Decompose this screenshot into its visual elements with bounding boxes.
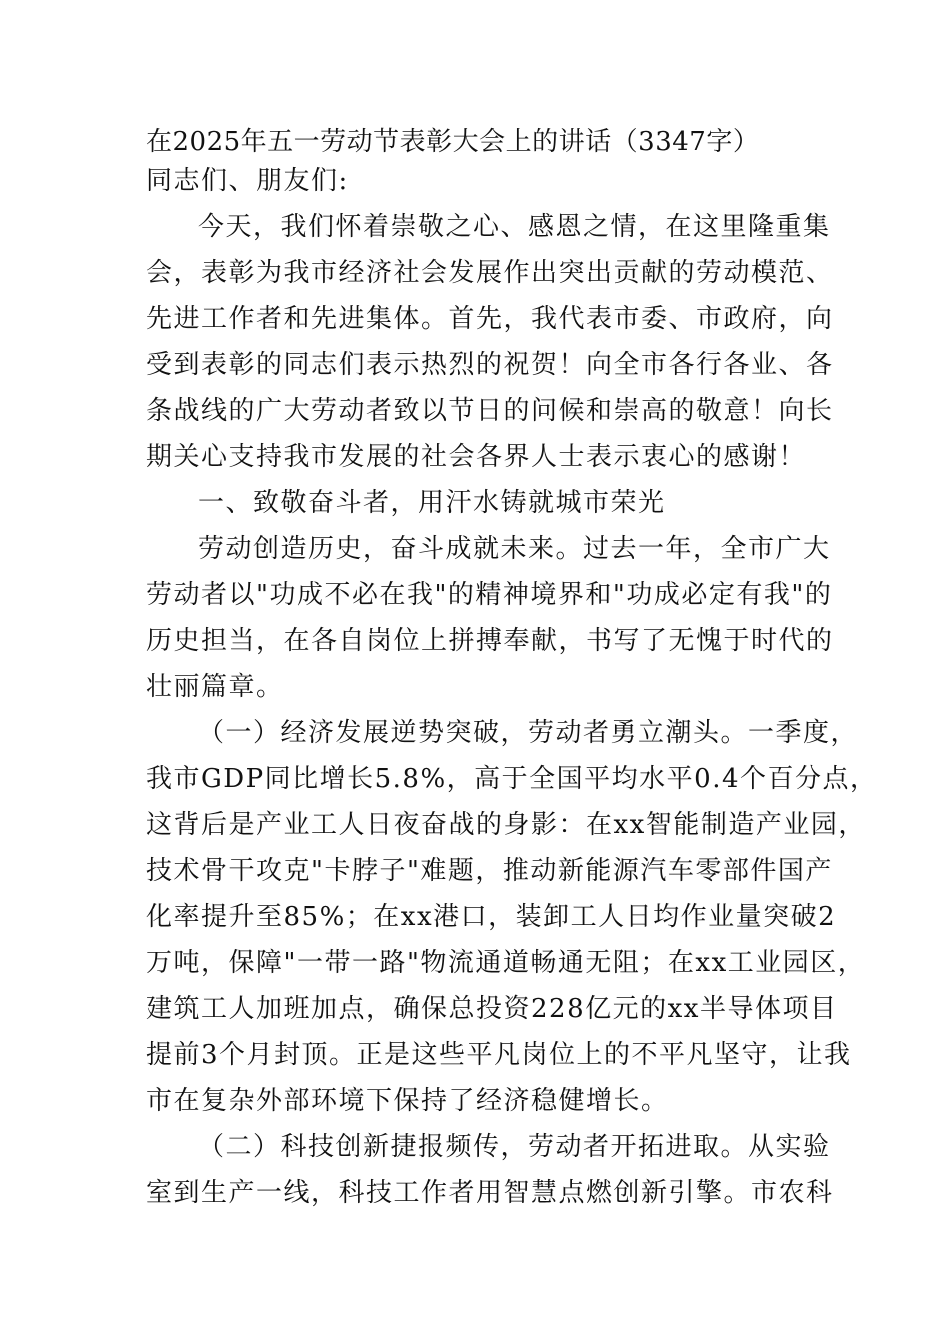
paragraph-line: 历史担当，在各自岗位上拼搏奉献，书写了无愧于时代的 [146, 626, 834, 656]
paragraph-line: 一、致敬奋斗者，用汗水铸就城市荣光 [198, 488, 666, 518]
paragraph-line: 万吨，保障"一带一路"物流通道畅通无阻；在xx工业园区， [146, 948, 866, 978]
document-body [146, 158, 878, 1216]
salutation: 同志们、朋友们: [146, 166, 349, 196]
paragraph-line: 会，表彰为我市经济社会发展作出突出贡献的劳动模范、 [146, 258, 834, 288]
paragraph-line: 我市GDP同比增长5.8%，高于全国平均水平0.4个百分点， [146, 764, 878, 794]
paragraph-line: 劳动创造历史，奋斗成就未来。过去一年，全市广大 [198, 534, 831, 564]
paragraph-line: 技术骨干攻克"卡脖子"难题，推动新能源汽车零部件国产 [146, 856, 833, 886]
paragraph-line: 期关心支持我市发展的社会各界人士表示衷心的感谢！ [146, 442, 807, 472]
paragraph-line: 壮丽篇章。 [146, 672, 284, 702]
paragraph-line: 今天，我们怀着崇敬之心、感恩之情，在这里隆重集 [198, 212, 831, 242]
paragraph-line: 化率提升至85%；在xx港口，装卸工人日均作业量突破2 [146, 902, 837, 932]
paragraph-line: 市在复杂外部环境下保持了经济稳健增长。 [146, 1086, 669, 1116]
paragraph-line: 室到生产一线，科技工作者用智慧点燃创新引擎。市农科 [146, 1178, 834, 1208]
paragraph-line: 建筑工人加班加点，确保总投资228亿元的xx半导体项目 [146, 994, 838, 1024]
paragraph-line: 提前3个月封顶。正是这些平凡岗位上的不平凡坚守，让我 [146, 1040, 852, 1070]
paragraph-line: 先进工作者和先进集体。首先，我代表市委、市政府，向 [146, 304, 834, 334]
paragraph-line: 条战线的广大劳动者致以节日的问候和崇高的敬意！向长 [146, 396, 834, 426]
paragraph-line: 受到表彰的同志们表示热烈的祝贺！向全市各行各业、各 [146, 350, 834, 380]
paragraph-line: 劳动者以"功成不必在我"的精神境界和"功成必定有我"的 [146, 580, 833, 610]
paragraph-line: 这背后是产业工人日夜奋战的身影：在xx智能制造产业园， [146, 810, 866, 840]
paragraph-line: （一）经济发展逆势突破，劳动者勇立潮头。一季度， [198, 718, 859, 748]
paragraph-line: （二）科技创新捷报频传，劳动者开拓进取。从实验 [198, 1132, 831, 1162]
document-title: 在2025年五一劳动节表彰大会上的讲话（3347字） [146, 127, 760, 157]
